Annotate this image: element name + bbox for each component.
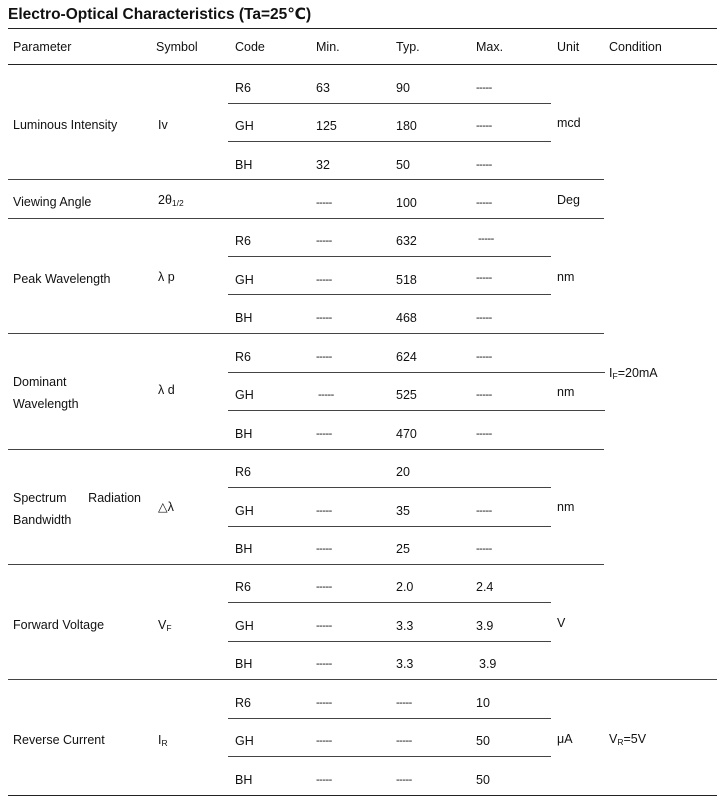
min-value: ----- — [316, 697, 332, 709]
min-value: ----- — [316, 543, 332, 555]
max-value: ----- — [476, 389, 492, 401]
group-rule — [8, 679, 717, 680]
min-value: 125 — [316, 119, 337, 133]
min-value: ----- — [316, 774, 332, 786]
max-value: ----- — [476, 82, 492, 94]
max-value: 2.4 — [476, 580, 494, 594]
code: R6 — [235, 350, 251, 364]
row-rule — [228, 410, 605, 411]
typ-value: 180 — [396, 119, 417, 133]
param-luminous-intensity: Luminous Intensity — [13, 118, 118, 132]
typ-value: 25 — [396, 542, 410, 556]
max-value: ----- — [476, 351, 492, 363]
max-value: 50 — [476, 773, 490, 787]
typ-value: 470 — [396, 427, 417, 441]
typ-value: 2.0 — [396, 580, 414, 594]
unit-nm: nm — [557, 270, 575, 284]
code: R6 — [235, 696, 251, 710]
param-line-1: Dominant — [13, 375, 67, 389]
condition-rest: =5V — [623, 732, 647, 746]
min-value: ----- — [316, 235, 332, 247]
max-value: ----- — [476, 120, 492, 132]
typ-value: ----- — [396, 735, 412, 747]
code: GH — [235, 734, 254, 748]
code: R6 — [235, 234, 251, 248]
group-rule — [8, 449, 604, 450]
unit-nm: nm — [557, 500, 575, 514]
symbol-lambda-p: λ p — [158, 270, 175, 284]
min-value: ----- — [316, 581, 332, 593]
min-value: ----- — [316, 197, 332, 209]
row-rule — [228, 718, 551, 719]
max-value: ----- — [476, 505, 492, 517]
symbol-main: I — [158, 733, 162, 747]
code: R6 — [235, 465, 251, 479]
condition-vr-5v — [609, 732, 646, 747]
unit-microampere: μA — [557, 732, 573, 746]
symbol-main: 2θ — [158, 193, 172, 207]
group-rule — [8, 333, 604, 334]
typ-value: ----- — [396, 774, 412, 786]
typ-value: ----- — [396, 697, 412, 709]
code: GH — [235, 388, 254, 402]
header-bottom-rule — [8, 64, 717, 65]
typ-value: 632 — [396, 234, 417, 248]
table-top-rule — [8, 28, 717, 29]
symbol-sub: R — [161, 738, 168, 748]
max-value: 50 — [476, 734, 490, 748]
condition-if-20ma — [609, 366, 658, 381]
typ-value: 20 — [396, 465, 410, 479]
max-value: ----- — [476, 428, 492, 440]
min-value: ----- — [316, 735, 332, 747]
typ-value: 468 — [396, 311, 417, 325]
param-viewing-angle: Viewing Angle — [13, 195, 92, 209]
symbol-2theta — [158, 193, 184, 208]
condition-main: V — [609, 732, 618, 746]
condition-sub: F — [612, 371, 618, 381]
row-rule — [228, 256, 551, 257]
header-symbol: Symbol — [156, 40, 198, 54]
symbol-iv: Iv — [158, 118, 168, 132]
max-value: 10 — [476, 696, 490, 710]
typ-value: 50 — [396, 158, 410, 172]
code: R6 — [235, 81, 251, 95]
max-value: ----- — [476, 197, 492, 209]
param-peak-wavelength: Peak Wavelength — [13, 272, 111, 286]
symbol-vf — [158, 618, 172, 633]
code: GH — [235, 119, 254, 133]
symbol-main: V — [158, 618, 167, 632]
min-value: 63 — [316, 81, 330, 95]
symbol-delta-lambda: △λ — [158, 500, 174, 514]
header-unit: Unit — [557, 40, 580, 54]
symbol-lambda-d: λ d — [158, 383, 175, 397]
typ-value: 518 — [396, 273, 417, 287]
max-value: 3.9 — [476, 619, 494, 633]
param-line-2: Wavelength — [13, 397, 79, 411]
row-rule — [228, 526, 551, 527]
min-value: ----- — [316, 351, 332, 363]
max-value: ----- — [476, 272, 492, 284]
min-value: ----- — [316, 620, 332, 632]
condition-rest: =20mA — [617, 366, 658, 380]
header-max: Max. — [476, 40, 504, 54]
typ-value: 525 — [396, 388, 417, 402]
code: BH — [235, 158, 253, 172]
header-min: Min. — [316, 40, 340, 54]
typ-value: 3.3 — [396, 657, 414, 671]
symbol-sub: F — [166, 623, 172, 633]
row-rule — [228, 602, 551, 603]
min-value: ----- — [316, 658, 332, 670]
row-rule — [228, 487, 551, 488]
header-condition: Condition — [609, 40, 662, 54]
row-rule — [228, 641, 551, 642]
min-value: ----- — [316, 505, 332, 517]
param-line-2: Bandwidth — [13, 513, 72, 527]
max-value: ----- — [476, 312, 492, 324]
group-rule — [8, 564, 604, 565]
typ-value: 624 — [396, 350, 417, 364]
header-code: Code — [235, 40, 265, 54]
param-line-1: Spectrum Radiation — [13, 491, 141, 505]
symbol-ir — [158, 733, 168, 748]
header-parameter: Parameter — [13, 40, 72, 54]
code: BH — [235, 542, 253, 556]
max-value: 3.9 — [479, 657, 497, 671]
row-rule — [228, 294, 551, 295]
min-value: 32 — [316, 158, 330, 172]
param-forward-voltage: Forward Voltage — [13, 618, 105, 632]
table-bottom-rule — [8, 795, 717, 796]
row-rule — [228, 141, 551, 142]
unit-mcd: mcd — [557, 116, 581, 130]
max-value: ----- — [476, 159, 492, 171]
header-typ: Typ. — [396, 40, 420, 54]
min-value: ----- — [316, 312, 332, 324]
section-title: Electro-Optical Characteristics (Ta=25℃) — [8, 6, 312, 23]
condition-main: I — [609, 366, 613, 380]
param-reverse-current: Reverse Current — [13, 733, 105, 747]
code: BH — [235, 657, 253, 671]
code: GH — [235, 504, 254, 518]
code: GH — [235, 619, 254, 633]
unit-v: V — [557, 616, 566, 630]
group-rule — [8, 179, 604, 180]
code: BH — [235, 427, 253, 441]
typ-value: 35 — [396, 504, 410, 518]
row-rule — [228, 103, 551, 104]
typ-value: 3.3 — [396, 619, 414, 633]
unit-deg: Deg — [557, 193, 580, 207]
param-spectrum-radiation-bandwidth — [13, 487, 141, 531]
typ-value: 100 — [396, 196, 417, 210]
typ-value: 90 — [396, 81, 410, 95]
code: R6 — [235, 580, 251, 594]
row-rule — [228, 372, 605, 373]
min-value: ----- — [316, 428, 332, 440]
param-dominant-wavelength — [13, 371, 79, 415]
unit-nm: nm — [557, 385, 575, 399]
max-value: ----- — [478, 233, 494, 245]
group-rule — [8, 218, 604, 219]
min-value: ----- — [316, 274, 332, 286]
symbol-sub: 1/2 — [171, 198, 184, 208]
min-value: ----- — [318, 389, 334, 401]
code: BH — [235, 311, 253, 325]
condition-sub: R — [617, 737, 624, 747]
max-value: ----- — [476, 543, 492, 555]
code: BH — [235, 773, 253, 787]
code: GH — [235, 273, 254, 287]
row-rule — [228, 756, 551, 757]
